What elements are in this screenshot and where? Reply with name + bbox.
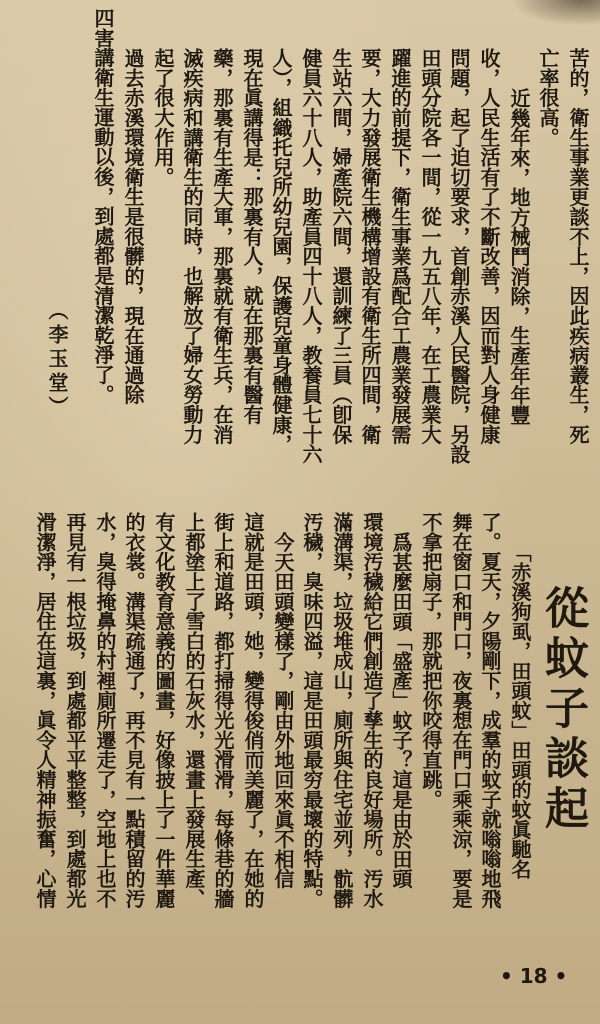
top-text-column: 四害講衛生運動以後，到處都是清潔乾淨了。 <box>91 8 115 405</box>
article-text-column: 「赤溪狗虱，田頭蚊」田頭的蚊眞馳名 <box>508 542 532 879</box>
top-text-column: 躍進的前提下，衛生事業爲配合工農業發展需 <box>388 48 412 445</box>
article-text-column: 街上和道路，都打掃得光光滑滑，每條巷的牆 <box>211 512 235 909</box>
top-text-column: 現在眞講得是：那裏有人，就在那裏有醫有 <box>240 48 264 425</box>
article-text-column: 再見有一根垃圾，到處都平平整整，到處都光 <box>63 512 87 909</box>
article-text-column: 的衣裳。溝渠疏通了，再不見有一點積留的汚 <box>122 512 146 909</box>
article-text-column: 這就是田頭，她，變得俊俏而美麗了，在她的 <box>241 512 265 909</box>
top-text-column: 生站六間，婦產院六間，還訓練了三員（卽保 <box>329 48 353 445</box>
article-text-column: 今天田頭變樣了，剛由外地回來眞不相信 <box>271 532 295 889</box>
article-text-column: 有文化教育意義的圖畫，好像披上了一件華麗 <box>152 512 176 909</box>
article-title: 從蚊子談起 <box>537 585 588 835</box>
top-text-column: 藥，那裏有生產大軍，那裏就有衛生兵，在消 <box>210 48 234 445</box>
top-text-column: 要，大力發展衛生機構增設有衛生所四間，衛 <box>358 48 382 445</box>
top-text-column: 苦的，衛生事業更談不上，因此疾病叢生，死 <box>566 48 590 445</box>
article-text-column: 爲甚麼田頭「盛產」蚊子？這是由於田頭 <box>389 532 413 889</box>
page-number: • 18 • <box>500 964 568 988</box>
article-text-column: 上都塗上了雪白的石灰水，還畫上發展生產、 <box>182 512 206 909</box>
top-text-column: 健員六十八人，助產員四十八人，教養員七十六 <box>299 48 323 464</box>
top-text-column: 過去赤溪環境衛生是很髒的，現在通過除 <box>121 48 145 405</box>
top-text-column: 滅疾病和講衛生的同時，也解放了婦女勞動力 <box>180 48 204 445</box>
article-text-column: 滑潔淨，居住在這裏，眞令人精神振奮，心情 <box>33 512 57 909</box>
article-text-column: 了。夏天，夕陽剛下，成羣的蚊子就嗡嗡地飛 <box>478 512 502 909</box>
page-shadow <box>510 0 600 26</box>
article-text-column: 環境汚穢給它們創造了孳生的良好場所。汚水 <box>360 512 384 909</box>
top-text-column: 人），組織托兒所幼兒園，保護兒童身體健康， <box>269 48 293 454</box>
top-text-column: 田頭分院各一間，從一九五八年，在工農業大 <box>418 48 442 445</box>
top-text-column: 收，人民生活有了不斷改善，因而對人身健康 <box>477 48 501 445</box>
article-text-column: 不拿把扇子，那就把你咬得直跳。 <box>419 512 443 810</box>
top-text-column: 近幾年來，地方械鬥消除，生產年年豐 <box>507 88 531 425</box>
top-text-column: 亡率很高。 <box>536 48 560 148</box>
article-text-column: 舞在窗口和門口，夜裏想在門口乘乘涼，要是 <box>449 512 473 909</box>
article-text-column: 汚穢，臭味四溢，這是田頭最穷最壞的特點。 <box>300 512 324 909</box>
article-text-column: 水，臭得掩鼻的村裡廁所遷走了，空地上也不 <box>93 512 117 909</box>
top-text-column: 起了很大作用。 <box>151 48 175 187</box>
top-text-column: 問題，起了迫切要求，首創赤溪人民醫院，另設 <box>447 48 471 464</box>
author-credit: （李玉堂） <box>45 300 69 420</box>
article-text-column: 滿溝渠，垃圾堆成山，廁所與住宅並列，骯髒 <box>330 512 354 909</box>
